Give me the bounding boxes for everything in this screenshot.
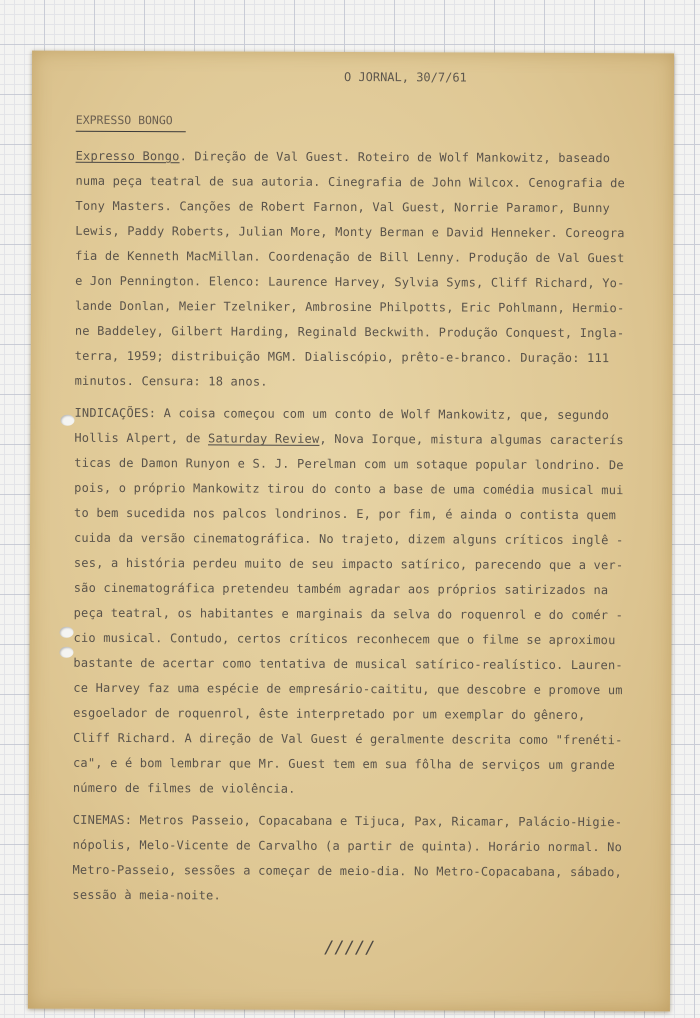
credits-line	[76, 149, 611, 165]
credits-line: terra, 1959; distribuição MGM. Dialiscópio, prêto-e-branco. Duração: 111	[74, 348, 610, 366]
cinemas-line: nópolis, Melo-Vicente de Carvalho (a partir de quinta). Horário normal. No	[72, 837, 623, 855]
punch-hole	[60, 415, 74, 426]
indicacoes-line: são cinematográfica pretendeu também agradar aos próprios satirizados na	[73, 580, 609, 598]
indicacoes-line: bastante de acertar como tentativa de musical satírico-realístico. Lauren-	[73, 655, 623, 673]
indicacoes-line: cuida da versão cinematográfica. No trajeto, dizem alguns críticos inglê -	[73, 530, 624, 548]
credits-line: minutos. Censura: 18 anos.	[74, 373, 268, 389]
indicacoes-line: ses, a história perdeu muito de seu impacto satírico, parecendo que a ver-	[73, 555, 624, 573]
credits-line: ne Baddeley, Gilbert Harding, Reginald Beckwith. Produção Conquest, Ingla-	[74, 323, 625, 341]
indicacoes-line: pois, o próprio Mankowitz tirou do conto a base de uma comédia musical mui	[74, 480, 624, 498]
indicacoes-line: cio musical. Contudo, certos críticos reconhecem que o filme se aproximou	[73, 630, 616, 648]
cinemas-line: CINEMAS: Metros Passeio, Copacabana e Tijuca, Pax, Ricamar, Palácio-Higie-	[72, 812, 623, 830]
indicacoes-line: INDICAÇÕES: A coisa começou com um conto de Wolf Mankowitz, que, segundo	[74, 405, 610, 423]
indicacoes-line: ticas de Damon Runyon e S. J. Perelman com um sotaque popular londrino. De	[74, 455, 624, 473]
typewritten-page	[28, 51, 674, 1012]
punch-hole	[59, 647, 73, 658]
credits-line: fia de Kenneth MacMillan. Coordenação de Bill Lenny. Produção de Val Guest	[75, 248, 625, 266]
credits-line: lande Donlan, Meier Tzelniker, Ambrosine Philpotts, Eric Pohlmann, Hermio-	[74, 298, 625, 316]
end-mark: /////	[324, 937, 376, 959]
publication-title: Saturday Review	[208, 431, 320, 446]
credits-line: e Jon Pennington. Elenco: Laurence Harvey, Sylvia Syms, Cliff Richard, Yo-	[75, 273, 625, 291]
credits-line: numa peça teatral de sua autoria. Cinegrafia de John Wilcox. Cenografia de	[75, 173, 625, 191]
cinemas-line: sessão à meia-noite.	[72, 887, 221, 903]
indicacoes-text: Hollis Alpert, de	[74, 430, 209, 446]
indicacoes-text: , Nova Iorque, mistura algumas caracterís	[319, 431, 624, 448]
film-title: Expresso Bongo	[75, 148, 180, 164]
indicacoes-line: Cliff Richard. A direção de Val Guest é geralmente descrita como "frenéti-	[73, 730, 623, 748]
title-underline	[76, 131, 186, 132]
indicacoes-line: ca", e é bom lembrar que Mr. Guest tem em sua fôlha de serviços um grande	[72, 755, 616, 773]
punch-hole	[60, 627, 74, 638]
indicacoes-line: peça teatral, os habitantes e marginais da selva do roquenrol e do comér -	[73, 605, 624, 623]
credits-line: Tony Masters. Canções de Robert Farnon, Val Guest, Norrie Paramor, Bunny	[75, 198, 611, 216]
indicacoes-line	[74, 431, 624, 447]
credits-line: Lewis, Paddy Roberts, Julian More, Monty Berman e David Henneker. Coreogra	[75, 223, 625, 241]
document-title: EXPRESSO BONGO	[75, 112, 173, 128]
newspaper-date: O JORNAL, 30/7/61	[343, 69, 467, 85]
indicacoes-line: número de filmes de violência.	[72, 780, 296, 796]
indicacoes-line: ce Harvey faz uma espécie de empresário-caititu, que descobre e promove um	[73, 680, 623, 698]
cinemas-line: Metro-Passeio, sessões a começar de meio-dia. No Metro-Copacabana, sábado,	[72, 862, 622, 880]
indicacoes-line: to bem sucedida nos palcos londrinos. E, por fim, é ainda o contista quem	[74, 505, 617, 523]
credits-line-text: . Direção de Val Guest. Roteiro de Wolf Mankowitz, baseado	[179, 149, 611, 166]
indicacoes-line: esgoelador de roquenrol, êste interpretado por um exemplar do gênero,	[73, 705, 586, 723]
